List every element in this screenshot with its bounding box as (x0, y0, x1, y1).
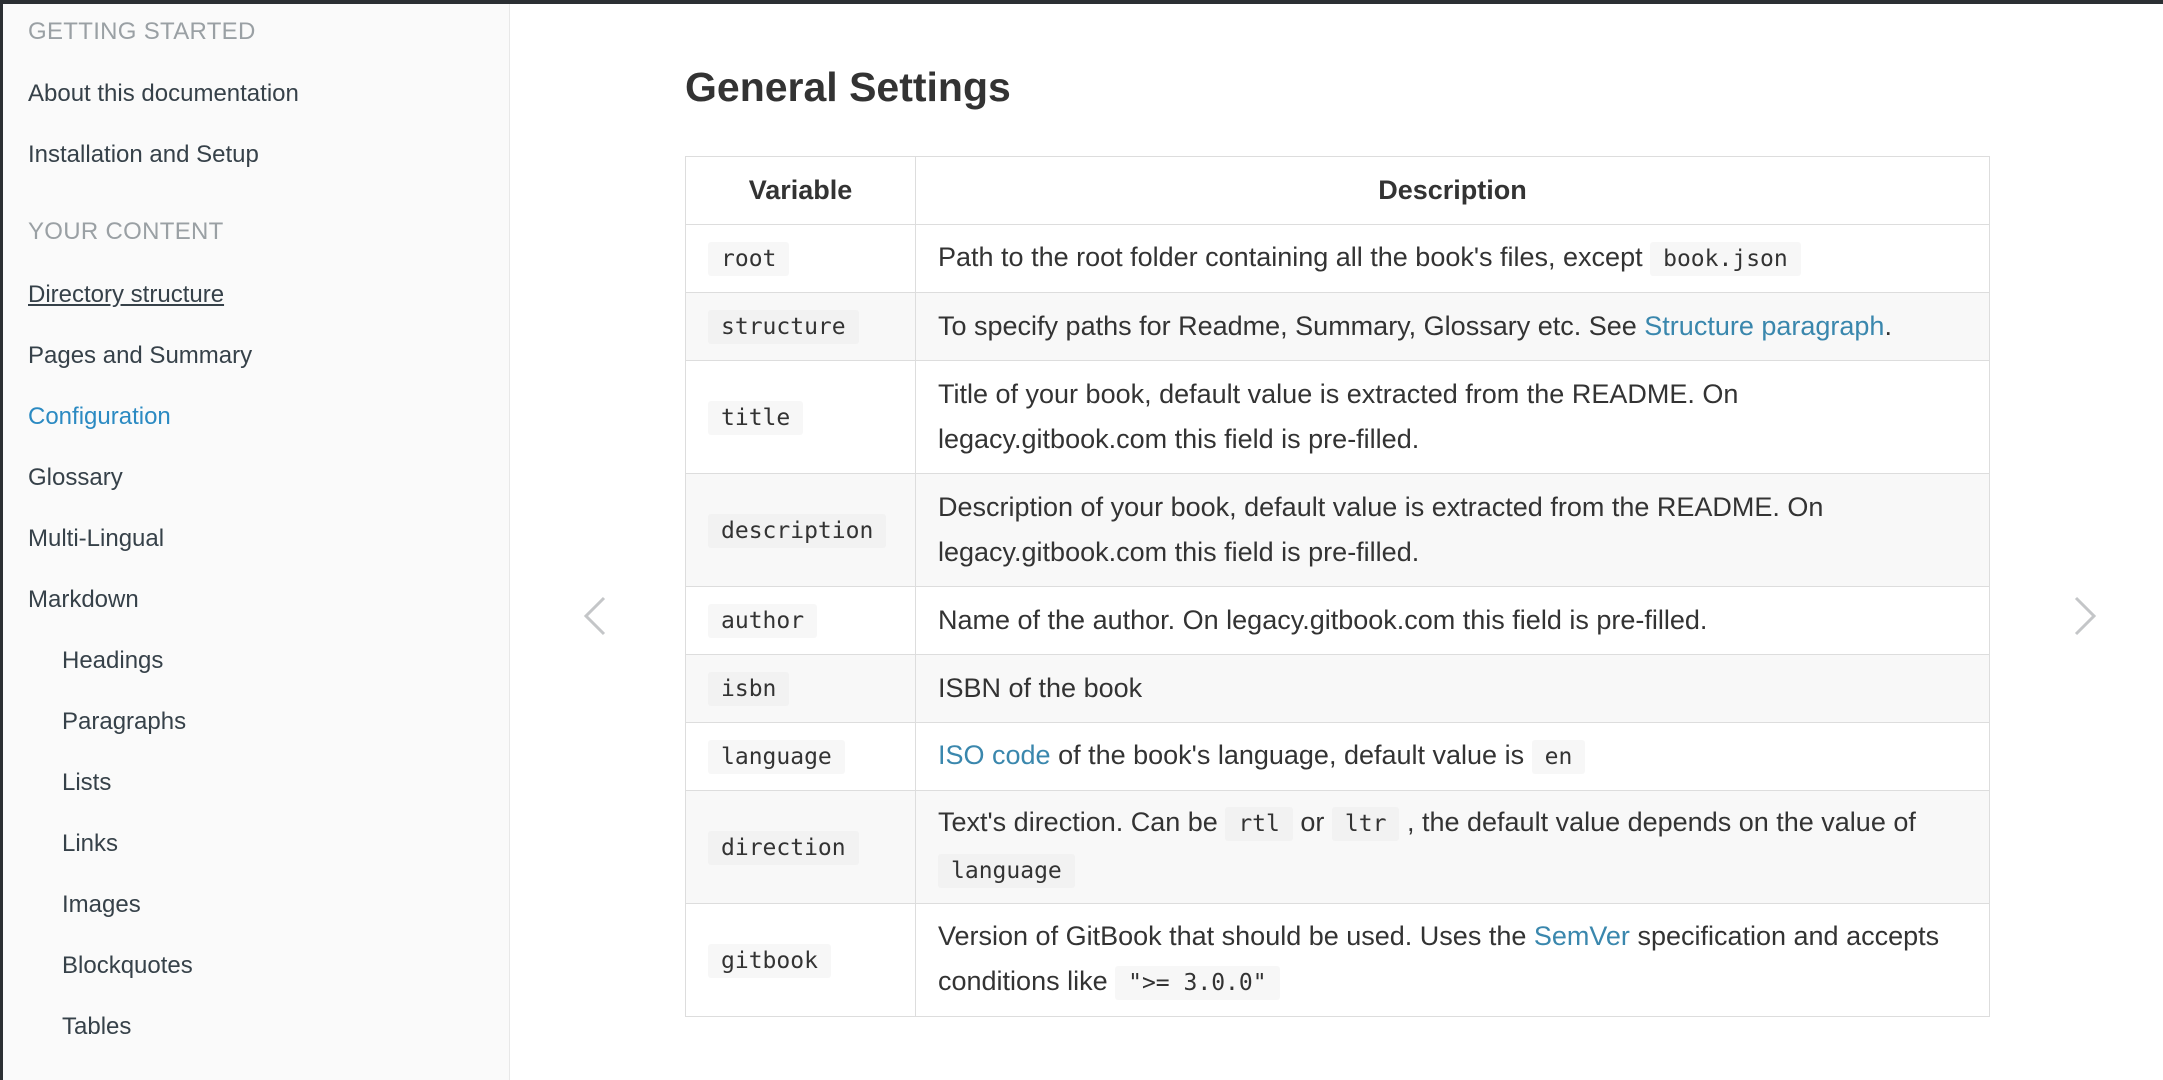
description-text: Description of your book, default value is extracted from the README. On legacy.gitbook.com this field is pre-filled. (938, 492, 1824, 567)
next-page-button[interactable] (2066, 588, 2106, 644)
variable-cell (686, 293, 916, 361)
column-header-description: Description (916, 157, 1990, 225)
sidebar-item-headings[interactable]: Headings (62, 647, 164, 674)
variable-cell (686, 474, 916, 587)
description-text: specification and accepts conditions like (938, 921, 1940, 996)
table-row (686, 655, 1990, 723)
sidebar-item-glossary[interactable]: Glossary (28, 464, 123, 491)
inline-code: book.json (1650, 242, 1801, 276)
chevron-right-icon (2066, 588, 2106, 644)
description-text: . (1884, 311, 1892, 341)
description-cell (916, 655, 1990, 723)
column-header-variable: Variable (686, 157, 916, 225)
prev-page-button[interactable] (574, 588, 614, 644)
sidebar-item-configuration[interactable]: Configuration (28, 403, 171, 430)
main-content (511, 4, 2163, 1080)
description-cell (916, 587, 1990, 655)
iso-code-link[interactable]: ISO code (938, 740, 1051, 770)
table-row (686, 723, 1990, 791)
description-text: Version of GitBook that should be used. Uses the (938, 921, 1527, 951)
variable-name: language (708, 740, 845, 774)
description-cell (916, 791, 1990, 904)
variable-cell (686, 904, 916, 1017)
description-cell (916, 361, 1990, 474)
description-cell (916, 474, 1990, 587)
table-header-row (686, 157, 1990, 225)
variable-name: gitbook (708, 944, 831, 978)
sidebar-item-markdown[interactable]: Markdown (28, 586, 139, 613)
table-row (686, 791, 1990, 904)
table-row (686, 293, 1990, 361)
table-row (686, 904, 1990, 1017)
table-row (686, 587, 1990, 655)
sidebar-item-pages-summary[interactable]: Pages and Summary (28, 342, 253, 369)
structure-paragraph-link[interactable]: Structure paragraph (1644, 311, 1885, 341)
sidebar-item-images[interactable]: Images (62, 891, 141, 918)
table-row (686, 225, 1990, 293)
description-text: or (1300, 807, 1325, 837)
inline-code: en (1532, 740, 1586, 774)
variable-name: title (708, 401, 803, 435)
variable-cell (686, 225, 916, 293)
variable-name: isbn (708, 672, 789, 706)
variable-cell (686, 723, 916, 791)
variable-cell (686, 587, 916, 655)
sidebar-header-getting-started: GETTING STARTED (28, 18, 256, 45)
sidebar-item-paragraphs[interactable]: Paragraphs (62, 708, 187, 735)
variable-name: direction (708, 831, 859, 865)
description-cell (916, 225, 1990, 293)
sidebar-item-links[interactable]: Links (62, 830, 119, 857)
inline-code: ">= 3.0.0" (1115, 966, 1279, 1000)
semver-link[interactable]: SemVer (1533, 921, 1630, 951)
table-row (686, 361, 1990, 474)
variable-name: description (708, 514, 886, 548)
sidebar-item-directory-structure[interactable]: Directory structure (28, 281, 225, 308)
variable-name: author (708, 604, 817, 638)
variable-cell (686, 361, 916, 474)
description-text: ISBN of the book (938, 673, 1143, 703)
sidebar-item-about[interactable]: About this documentation (28, 80, 299, 107)
description-text: Path to the root folder containing all the book's files, except (938, 242, 1643, 272)
sidebar-item-multilingual[interactable]: Multi-Lingual (28, 525, 165, 552)
sidebar-header-your-content: YOUR CONTENT (28, 218, 224, 245)
sidebar-item-blockquotes[interactable]: Blockquotes (62, 952, 193, 979)
variable-cell (686, 791, 916, 904)
description-cell (916, 723, 1990, 791)
inline-code: ltr (1332, 807, 1400, 841)
sidebar-item-lists[interactable]: Lists (62, 769, 112, 796)
sidebar-item-tables[interactable]: Tables (62, 1013, 132, 1040)
variable-name: root (708, 242, 789, 276)
description-text: Text's direction. Can be (938, 807, 1218, 837)
description-text: Name of the author. On legacy.gitbook.com this field is pre-filled. (938, 605, 1708, 635)
description-text: Title of your book, default value is extracted from the README. On legacy.gitbook.com this field is pre-filled. (938, 379, 1739, 454)
page-title: General Settings (685, 64, 1011, 110)
sidebar (0, 4, 510, 1080)
chevron-left-icon (574, 588, 614, 644)
variable-name: structure (708, 310, 859, 344)
description-text: of the book's language, default value is (1058, 740, 1525, 770)
inline-code: rtl (1225, 807, 1293, 841)
description-cell (916, 293, 1990, 361)
inline-code: language (938, 854, 1075, 888)
description-text: , the default value depends on the value of (1406, 807, 1916, 837)
description-text: To specify paths for Readme, Summary, Glossary etc. See (938, 311, 1637, 341)
table-row (686, 474, 1990, 587)
description-cell (916, 904, 1990, 1017)
settings-table (685, 156, 1990, 1017)
sidebar-item-installation[interactable]: Installation and Setup (28, 141, 259, 168)
variable-cell (686, 655, 916, 723)
